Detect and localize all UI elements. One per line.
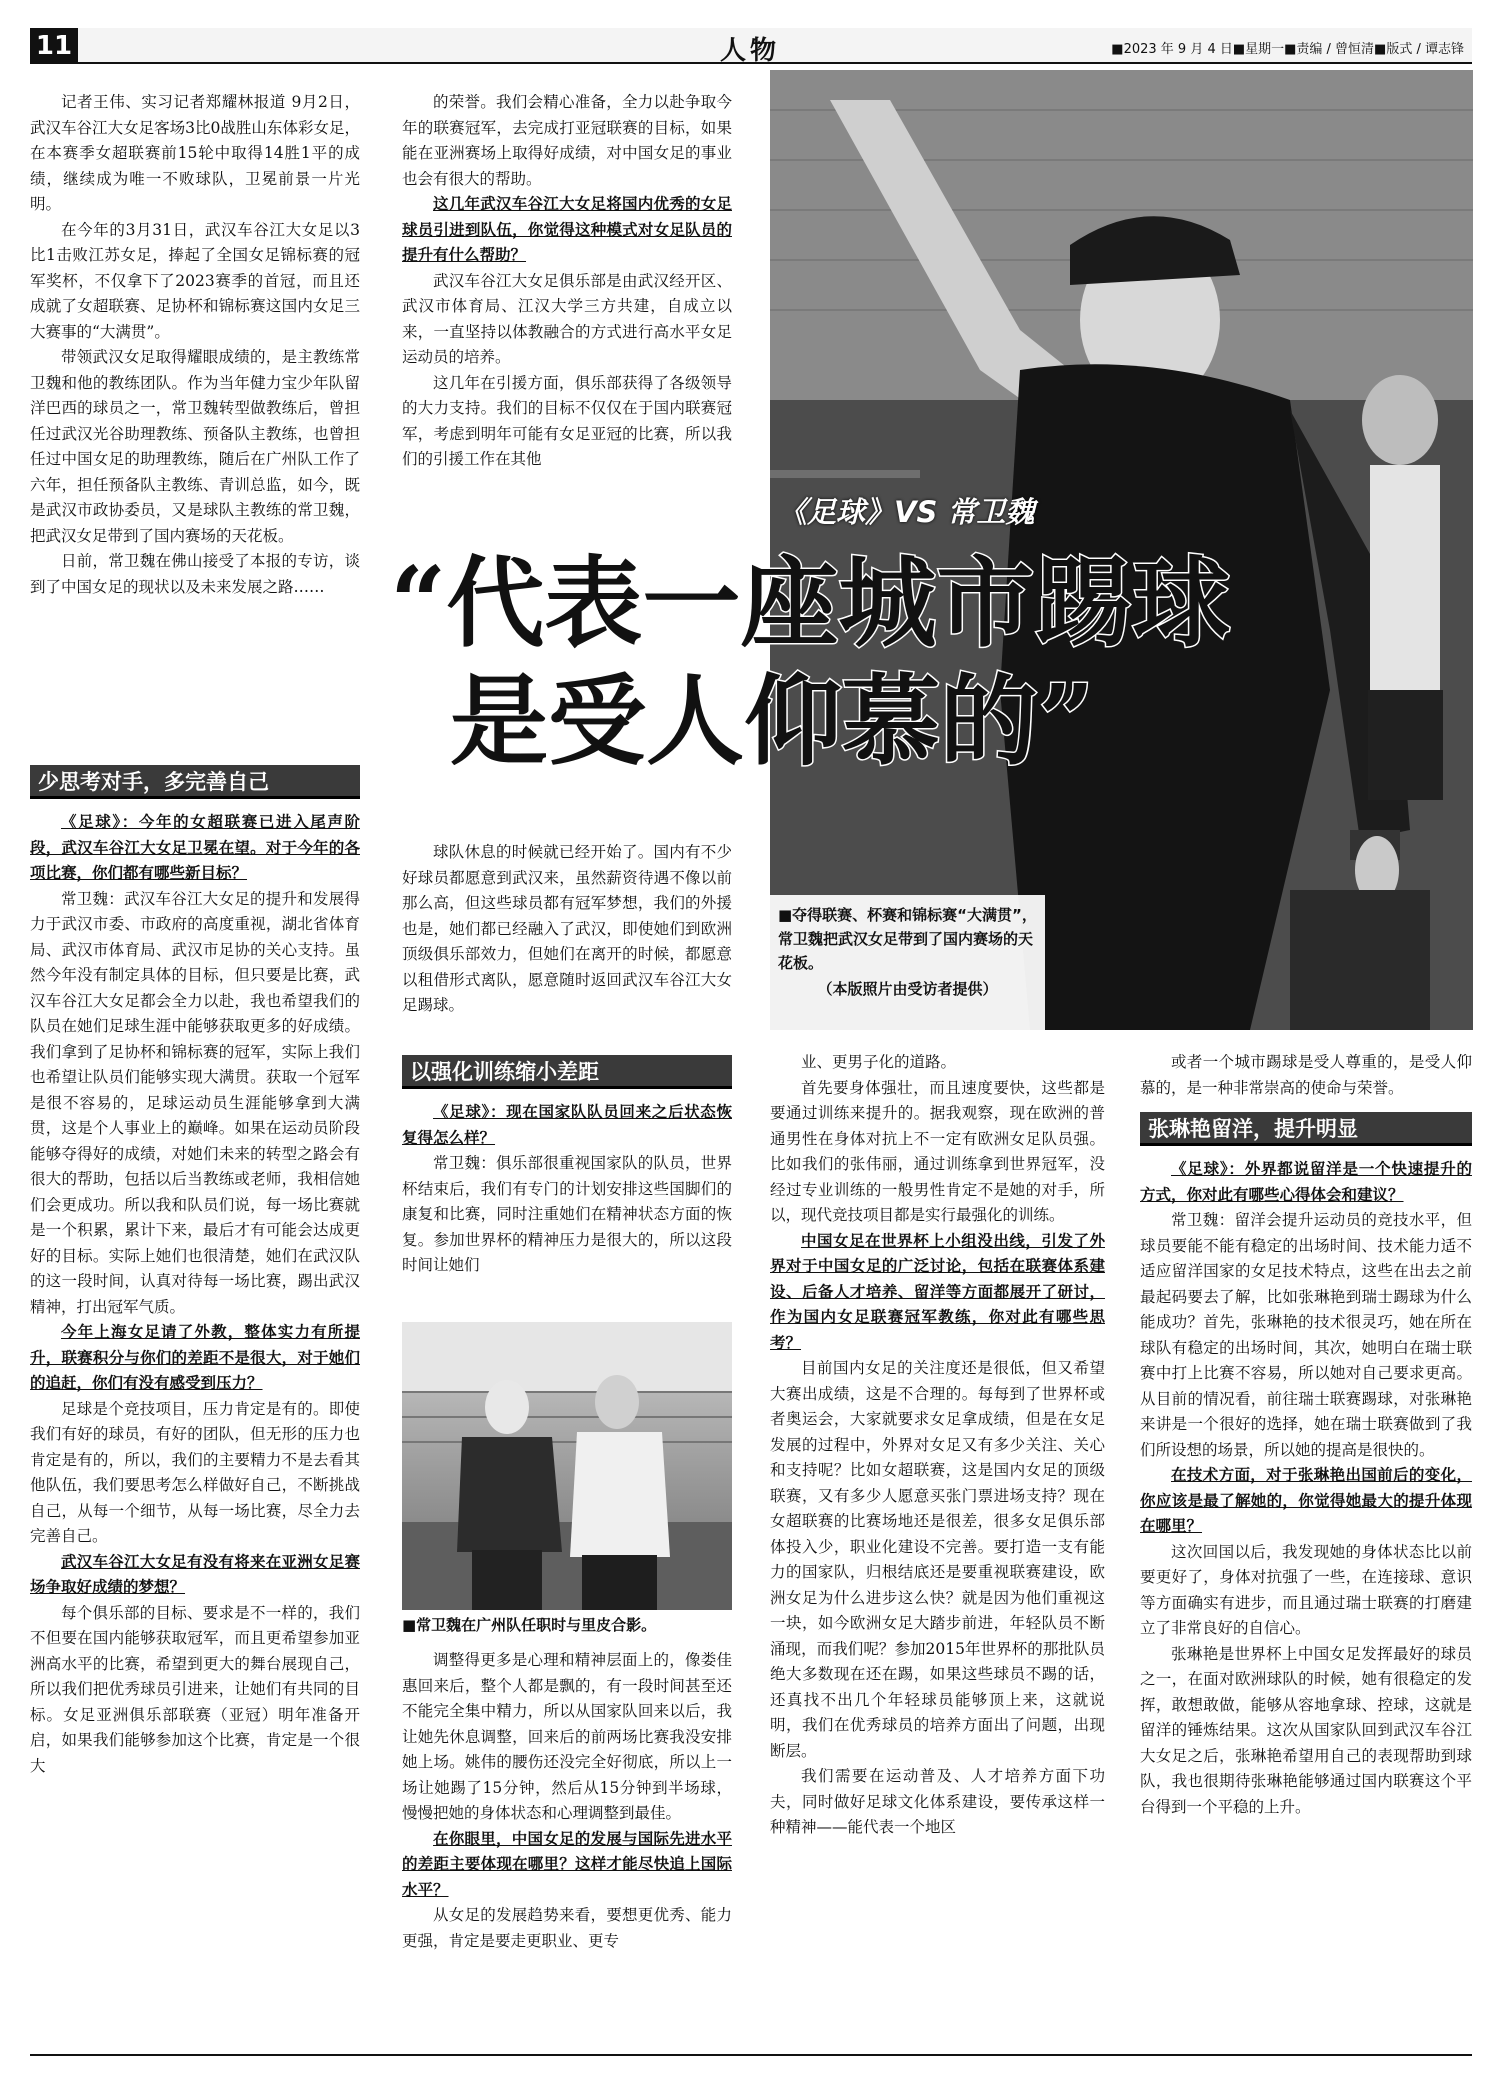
paragraph: 张琳艳是世界杯上中国女足发挥最好的球员之一，在面对欧洲球队的时候，她有很稳定的发挥，敢想敢做，能够从容地拿球、控球，这就是留洋的锤炼结果。这次从国家队回到武汉车谷江大女足之后，张琳艳希望用自己的表现帮助到球队，我也很期待张琳艳能够通过国内联赛这个平台得到一个平稳的上升。 [1140,1644,1472,1816]
photo-coach-with-lippi [402,1322,732,1610]
interview-question: 在技术方面，对于张琳艳出国前后的变化，你应该是最了解她的，你觉得她最大的提升体现在哪里？ [1140,1466,1472,1535]
paragraph: 球队休息的时候就已经开始了。国内有不少好球员都愿意到武汉来，虽然薪资待遇不像以前那么高，但这些球员都有冠军梦想，我们的外援也是，她们都已经融入了武汉，即使她们到欧洲顶级俱乐部效力，但她们在离开的时候，都愿意以租借形式离队，愿意随时返回武汉车谷江大女足踢球。 [402,843,732,1014]
interview-question: 《足球》：今年的女超联赛已进入尾声阶段，武汉车谷江大女足卫冕在望。对于今年的各项比赛，你们都有哪些新目标？ [30,813,360,882]
paragraph: 从女足的发展趋势来看，要想更优秀、能力更强，肯定是要走更职业、更专 [402,1906,732,1950]
interview-question: 武汉车谷江大女足有没有将来在亚洲女足赛场争取好成绩的梦想？ [30,1552,360,1596]
paragraph: 常卫魏：俱乐部很重视国家队的队员，世界杯结束后，我们有专门的计划安排这些国脚们的康复和比赛，同时注重她们在精神状态方面的恢复。参加世界杯的精神压力是很大的，所以这段时间让她们 [402,1154,732,1274]
column-2-bottom [402,1648,732,2048]
headline [390,545,1230,781]
interview-question: 今年上海女足请了外教，整体实力有所提升，联赛积分与你们的差距不是很大，对于她们的追赶，你们有没有感受到压力？ [30,1323,360,1392]
paragraph: 日前，常卫魏在佛山接受了本报的专访，谈到了中国女足的现状以及未来发展之路…… [30,552,360,596]
paragraph: 首先要身体强壮，而且速度要快，这些都是要通过训练来提升的。据我观察，现在欧洲的普通男性在身体对抗上不一定有欧洲女足队员强。比如我们的张伟丽，通过训练拿到世界冠军，没经过专业训练的一般男性肯定不是她的对手，所以，现代竞技项目都是实行最强化的训练。 [770,1078,1105,1224]
paragraph: 在今年的3月31日，武汉车谷江大女足以3比1击败江苏女足，捧起了全国女足锦标赛的冠军奖杯，不仅拿下了2023赛季的首冠，而且还成就了女超联赛、足协杯和锦标赛这国内女足三大赛事的“大满贯”。 [30,220,360,341]
paragraph: 每个俱乐部的目标、要求是不一样的，我们不但要在国内能够获取冠军，而且更希望参加亚洲高水平的比赛，希望到更大的舞台展现自己，所以我们把优秀球员引进来，让她们有共同的目标。女足亚洲俱乐部联赛（亚冠）明年准备开启，如果我们能够参加这个比赛，肯定是一个很大 [30,1603,360,1775]
paragraph: 武汉车谷江大女足俱乐部是由武汉经开区、武汉市体育局、江汉大学三方共建，自成立以来，一直坚持以体教融合的方式进行高水平女足运动员的培养。 [402,271,732,366]
paragraph: 常卫魏：武汉车谷江大女足的提升和发展得力于武汉市委、市政府的高度重视，湖北省体育局、武汉市体育局、武汉市足协的关心支持。虽然今年没有制定具体的目标，但只要是比赛，武汉车谷江大女足都会全力以赴，我也希望我们的队员在她们足球生涯中能够获取更多的好成绩。我们拿到了足协杯和锦标赛的冠军，实际上我们也希望让队员们能够实现大满贯。获取一个冠军是很不容易的，足球运动员生涯能够拿到大满贯，这是个人事业上的巅峰。如果在运动员阶段能够夺得好的成绩，对她们未来的转型之路会有很大的帮助，包括以后当教练或老师，我相信她们会更成功。所以我和队员们说，每一场比赛就是一个积累，累计下来，最后才有可能会达成更好的目标。实际上她们也很清楚，她们在武汉队的这一段时间，认真对待每一场比赛，踢出武汉精神，打出冠军气质。 [30,889,360,1316]
paragraph: 带领武汉女足取得耀眼成绩的，是主教练常卫魏和他的教练团队。作为当年健力宝少年队留洋巴西的球员之一，常卫魏转型做教练后，曾担任过武汉光谷助理教练、预备队主教练，也曾担任过中国女足的助理教练，随后在广州队工作了六年，担任预备队主教练、青训总监，如今，既是武汉市政协委员，又是球队主教练的常卫魏，把武汉女足带到了国内赛场的天花板。 [30,348,360,545]
stadium-photo-illustration [402,1322,732,1610]
caption-text: ■夺得联赛、杯赛和锦标赛“大满贯”，常卫魏把武汉女足带到了国内赛场的天花板。 [778,906,1037,972]
interview-question: 在你眼里，中国女足的发展与国际先进水平的差距主要体现在哪里？这样才能尽快追上国际水平？ [402,1829,732,1899]
interview-question: 《足球》：现在国家队队员回来之后状态恢复得怎么样？ [402,1103,732,1147]
paragraph: 记者王伟、实习记者郑耀林报道 9月2日，武汉车谷江大女足客场3比0战胜山东体彩女足，在本赛季女超联赛前15轮中取得14胜1平的成绩，继续成为唯一不败球队，卫冕前景一片光明。 [30,93,360,213]
column-4-body [1140,1157,1472,2045]
page-footer-rule [30,2054,1472,2056]
subheading-2: 以强化训练缩小差距 [402,1055,732,1089]
photo-credit: （本版照片由受访者提供） [817,980,998,998]
paragraph: 业、更男子化的道路。 [801,1053,957,1071]
column-1-intro [30,90,360,750]
page-header [30,28,1472,64]
column-1-body [30,810,360,2045]
second-photo-caption: ■常卫魏在广州队任职时与里皮合影。 [402,1616,657,1634]
headline-tag: 《足球》VS 常卫魏 [778,495,1035,529]
subheading-3: 张琳艳留洋，提升明显 [1140,1112,1472,1146]
subheading-1: 少思考对手，多完善自己 [30,765,360,799]
column-2-top [402,90,732,525]
interview-question: 中国女足在世界杯上小组没出线，引发了外界对于中国女足的广泛讨论，包括在联赛体系建设、后备人才培养、留洋等方面都展开了研讨，作为国内女足联赛冠军教练，你对此有哪些思考？ [770,1231,1105,1352]
headline-line-2: 是受人仰慕的” [450,664,1095,779]
paragraph: 常卫魏：留洋会提升运动员的竞技水平，但球员要能不能有稳定的出场时间、技术能力适不适应留洋国家的女足技术特点，这些在出去之前最起码要去了解，比如张琳艳到瑞士踢球为什么能成功？首先，张琳艳的技术很灵巧，她在所在球队有稳定的出场时间，其次，她明白在瑞士联赛中打上比赛不容易，所以她对自己要求更高。从目前的情况看，前往瑞士联赛踢球，对张琳艳来讲是一个很好的选择，她在瑞士联赛做到了我们所设想的场景，所以她的提高是很快的。 [1140,1211,1472,1459]
column-2-mid [402,840,732,1050]
dateline: ■2023 年 9 月 4 日■星期一■责编 / 曾恒清■版式 / 谭志锋 [1111,42,1464,57]
paragraph: 调整得更多是心理和精神层面上的，像娄佳惠回来后，整个人都是飘的，有一段时间甚至还不能完全集中精力，所以从国家队回来以后，我让她先休息调整，回来后的前两场比赛我没安排她上场。姚伟的腰伤还没完全好彻底，所以上一场让她踢了15分钟，然后从15分钟到半场球，慢慢把她的身体状态和心理调整到最佳。 [402,1651,732,1822]
section-title: 人物 [720,36,781,66]
paragraph: 这次回国以后，我发现她的身体状态比以前要更好了，身体对抗强了一些，在连接球、意识等方面确实有进步，而且通过瑞士联赛的打磨建立了非常良好的自信心。 [1140,1542,1472,1637]
page-number: 11 [30,28,78,64]
paragraph: 这几年在引援方面，俱乐部获得了各级领导的大力支持。我们的目标不仅仅在于国内联赛冠军，考虑到明年可能有女足亚冠的比赛，所以我们的引援工作在其他 [402,373,732,468]
main-photo-caption [770,895,1045,1030]
headline-line-1: “代表一座城市踢球 [390,546,1231,661]
interview-question: 这几年武汉车谷江大女足将国内优秀的女足球员引进到队伍，你觉得这种模式对女足队员的提升有什么帮助？ [402,195,732,264]
paragraph: 的荣誉。我们会精心准备，全力以赴争取今年的联赛冠军，去完成打亚冠联赛的目标，如果能在亚洲赛场上取得好成绩，对中国女足的事业也会有很大的帮助。 [402,93,732,188]
column-3 [770,1050,1105,2045]
column-2-lower [402,1100,732,1310]
paragraph: 足球是个竞技项目，压力肯定是有的。即使我们有好的球员，有好的团队，但无形的压力也肯定是有的，所以，我们的主要精力不是去看其他队伍，我们要思考怎么样做好自己，不断挑战自己，从每一个细节，从每一场比赛，尽全力去完善自己。 [30,1399,360,1545]
paragraph: 或者一个城市踢球是受人尊重的，是受人仰慕的，是一种非常崇高的使命与荣誉。 [1140,1053,1472,1097]
column-4-top [1140,1050,1472,1105]
interview-question: 《足球》：外界都说留洋是一个快速提升的方式，你对此有哪些心得体会和建议？ [1140,1160,1472,1204]
paragraph: 我们需要在运动普及、人才培养方面下功夫，同时做好足球文化体系建设，要传承这样一种精神——能代表一个地区 [770,1767,1105,1836]
paragraph: 目前国内女足的关注度还是很低，但又希望大赛出成绩，这是不合理的。每每到了世界杯或者奥运会，大家就要求女足拿成绩，但是在女足发展的过程中，外界对女足又有多少关注、关心和支持呢？比如女超联赛，这是国内女足的顶级联赛，又有多少人愿意买张门票进场支持？现在女超联赛的比赛场地还是很差，很多女足俱乐部体投入少，职业化建设不完善。要打造一支有能力的国家队，归根结底还是要重视联赛建设，欧洲女足为什么进步这么快？就是因为他们重视这一块，如今欧洲女足大踏步前进，年轻队员不断涌现，而我们呢？参加2015年世界杯的那批队员绝大多数现在还在踢，如果这些球员不踢的话，还真找不出几个年轻球员能够顶上来，这就说明，我们在优秀球员的培养方面出了问题，出现断层。 [770,1359,1105,1760]
